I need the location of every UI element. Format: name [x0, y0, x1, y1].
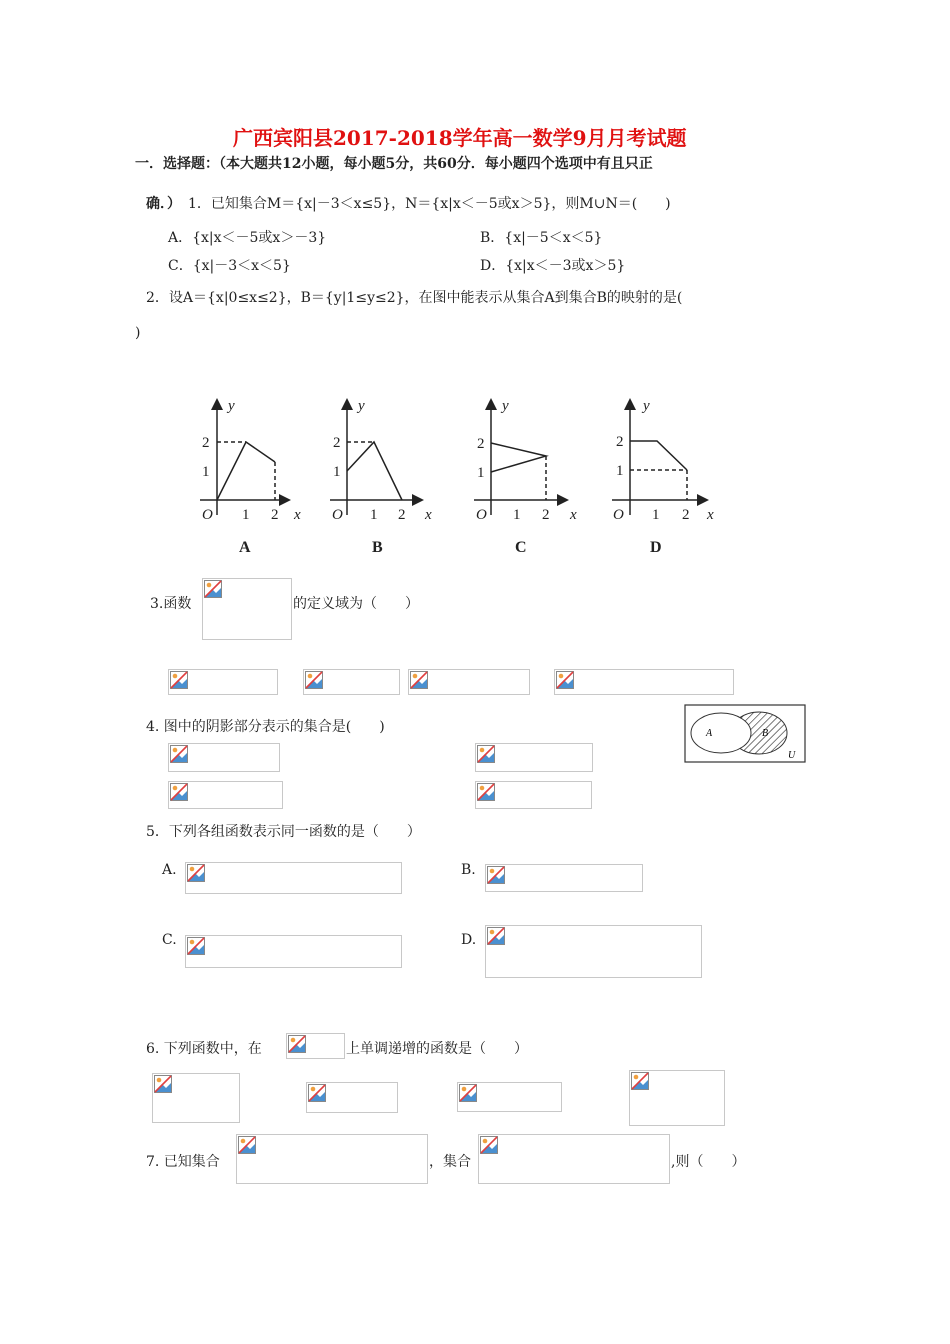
q4-option-b-image: [475, 743, 593, 772]
q4-option-c-image: [168, 781, 283, 809]
broken-image-icon: [631, 1072, 649, 1090]
broken-image-icon: [170, 745, 188, 763]
graph-a-ytick-1: 1: [202, 464, 210, 480]
q3-option-c-image: [408, 669, 530, 695]
broken-image-icon: [477, 745, 495, 763]
graph-c-x-label: x: [570, 507, 577, 523]
q1-option-d: D．{x|x＜－3或x＞5}: [480, 258, 626, 274]
graph-b-xtick-2: 2: [398, 507, 406, 523]
q5-stem: 5．下列各组函数表示同一函数的是（ ）: [146, 824, 421, 840]
q4-option-d-image: [475, 781, 592, 809]
graph-c-ytick-1: 1: [477, 465, 485, 481]
broken-image-icon: [487, 927, 505, 945]
graph-a-origin: O: [202, 507, 213, 523]
q5-option-d-image: [485, 925, 702, 978]
venn-label-u: U: [788, 750, 796, 761]
graph-b-origin: O: [332, 507, 343, 523]
broken-image-icon: [305, 671, 323, 689]
page-title: 广西宾阳县2017-2018学年高一数学9月月考试题: [233, 126, 687, 150]
graph-d-ytick-2: 2: [616, 434, 624, 450]
q4-stem: 4. 图中的阴影部分表示的集合是( ): [146, 719, 385, 735]
graph-d-y-label: y: [643, 398, 650, 414]
q1-option-a: A．{x|x＜－5或x＞－3}: [168, 230, 327, 246]
graph-c-origin: O: [476, 507, 487, 523]
q5-option-a-image: [185, 862, 402, 894]
venn-label-b: B: [762, 728, 769, 739]
q5-option-a-label: A.: [162, 862, 177, 878]
graph-a-x-label: x: [294, 507, 301, 523]
q3-option-a-image: [168, 669, 278, 695]
q6-option-c-image: [457, 1082, 562, 1112]
q1-stem: 1．已知集合M＝{x|－3＜x≤5}，N＝{x|x＜－5或x＞5}，则M∪N＝( ): [188, 196, 671, 212]
q7-set-b-image: [478, 1134, 670, 1184]
q2-stem-end: ): [135, 325, 141, 341]
graph-d-origin: O: [613, 507, 624, 523]
q4-option-a-image: [168, 743, 280, 772]
q5-option-c-label: C.: [162, 932, 177, 948]
q6-interval-image: [286, 1033, 345, 1059]
graph-b-y-label: y: [358, 398, 365, 414]
q1-option-c: C．{x|－3＜x＜5}: [168, 258, 291, 274]
graph-a-xtick-1: 1: [242, 507, 250, 523]
q6-prefix: 6. 下列函数中，在: [146, 1041, 262, 1057]
graph-b-x-label: x: [425, 507, 432, 523]
graph-c-xtick-2: 2: [542, 507, 550, 523]
q5-option-d-label: D.: [461, 932, 477, 948]
graph-d-x-label: x: [707, 507, 714, 523]
graph-d-xtick-2: 2: [682, 507, 690, 523]
venn-label-a: A: [706, 728, 713, 739]
graph-c-ytick-2: 2: [477, 436, 485, 452]
q7-suffix: ,则（ ）: [671, 1154, 746, 1170]
broken-image-icon: [170, 671, 188, 689]
q3-option-d-image: [554, 669, 734, 695]
venn-diagram: [684, 704, 806, 764]
q7-prefix: 7. 已知集合: [146, 1154, 220, 1170]
graph-c-xtick-1: 1: [513, 507, 521, 523]
broken-image-icon: [410, 671, 428, 689]
broken-image-icon: [556, 671, 574, 689]
q3-prefix: 3.函数: [150, 596, 192, 612]
q5-option-c-image: [185, 935, 402, 968]
broken-image-icon: [204, 580, 222, 598]
broken-image-icon: [288, 1035, 306, 1053]
broken-image-icon: [187, 937, 205, 955]
q5-option-b-label: B.: [461, 862, 476, 878]
graph-b: [330, 404, 418, 515]
broken-image-icon: [487, 866, 505, 884]
broken-image-icon: [170, 783, 188, 801]
q3-option-b-image: [303, 669, 400, 695]
graph-d-ytick-1: 1: [616, 463, 624, 479]
q6-suffix: 上单调递增的函数是（ ）: [346, 1041, 528, 1057]
broken-image-icon: [477, 783, 495, 801]
broken-image-icon: [480, 1136, 498, 1154]
broken-image-icon: [459, 1084, 477, 1102]
graph-d-xtick-1: 1: [652, 507, 660, 523]
graph-a-caption: A: [239, 539, 251, 556]
q6-option-d-image: [629, 1070, 725, 1126]
q7-middle: ，集合: [429, 1154, 471, 1170]
graph-c: [474, 404, 563, 515]
q7-set-a-image: [236, 1134, 428, 1184]
broken-image-icon: [238, 1136, 256, 1154]
graph-b-ytick-1: 1: [333, 464, 341, 480]
graph-a-xtick-2: 2: [271, 507, 279, 523]
q2-graphs: [0, 390, 950, 590]
broken-image-icon: [308, 1084, 326, 1102]
section-heading-cont: 确．）: [146, 196, 181, 212]
graph-c-y-label: y: [502, 398, 509, 414]
graph-d: [612, 404, 703, 515]
graph-a-y-label: y: [228, 398, 235, 414]
q6-option-b-image: [306, 1082, 398, 1113]
graph-b-ytick-2: 2: [333, 435, 341, 451]
q2-stem: 2．设A＝{x|0≤x≤2}，B＝{y|1≤y≤2}，在图中能表示从集合A到集合B的映射的是(: [146, 290, 683, 306]
q3-suffix: 的定义域为（ ）: [293, 596, 419, 612]
graph-d-caption: D: [650, 539, 662, 556]
q6-option-a-image: [152, 1073, 240, 1123]
broken-image-icon: [154, 1075, 172, 1093]
broken-image-icon: [187, 864, 205, 882]
q3-formula-image: [202, 578, 292, 640]
q5-option-b-image: [485, 864, 643, 892]
graph-a-ytick-2: 2: [202, 435, 210, 451]
graph-a: [200, 404, 285, 515]
graph-b-caption: B: [372, 539, 383, 556]
q1-option-b: B．{x|－5＜x＜5}: [480, 230, 603, 246]
section-heading: 一．选择题：（本大题共12小题，每小题5分，共60分．每小题四个选项中有且只正: [135, 156, 653, 172]
graph-b-xtick-1: 1: [370, 507, 378, 523]
graph-c-caption: C: [515, 539, 527, 556]
